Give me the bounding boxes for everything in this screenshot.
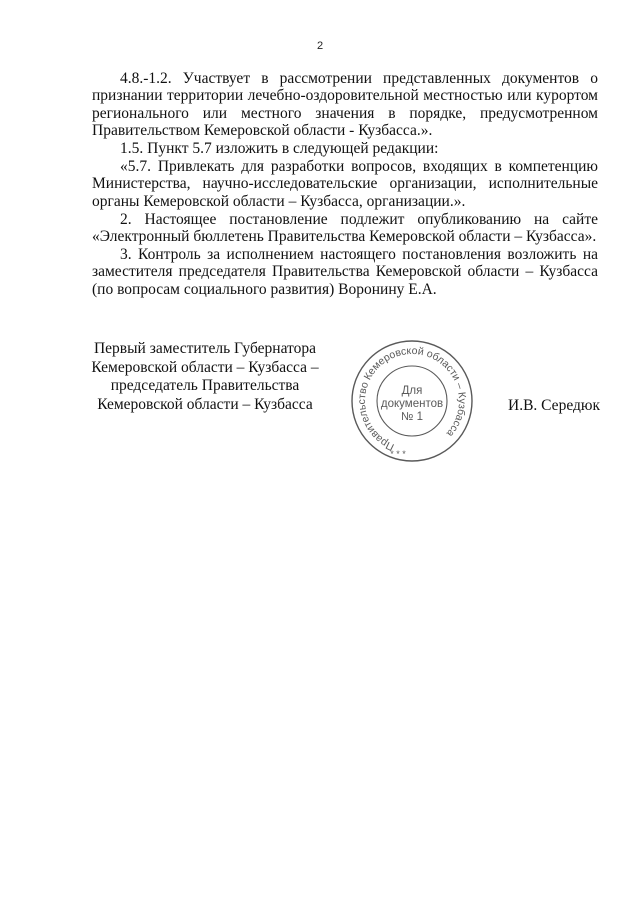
seal-stars: * * * [390, 449, 406, 459]
signatory-title-line: Первый заместитель Губернатора [93, 340, 317, 357]
signatory-title-line: председатель Правительства [110, 377, 300, 394]
document-body [92, 70, 598, 299]
seal-center-line2: документов [380, 398, 444, 410]
paragraph-4-8-1-2: 4.8.-1.2. Участвует в рассмотрении представленных документов о признании территории лечебно-оздоровительной местностью или курортом регионального или местного значения в порядке, предусмотренном Правительством Кемеровской области - Кузбасса.». [92, 70, 598, 140]
signatory-name: И.В. Середюк [508, 397, 600, 414]
page-number: 2 [316, 40, 324, 52]
signatory-title-line: Кемеровской области – Кузбасса – [91, 358, 319, 376]
paragraph-3-control: 3. Контроль за исполнением настоящего постановления возложить на заместителя председателя Правительства Кемеровской области – Кузбасса (по вопросам социального развития) Воронину Е.А. [92, 246, 598, 298]
signatory-title-line: Кемеровской области – Кузбасса [97, 395, 313, 413]
seal-graphic [340, 333, 484, 465]
seal-center-line1: Для [401, 385, 423, 397]
official-seal-stamp [340, 333, 484, 465]
paragraph-1-5: 1.5. Пункт 5.7 изложить в следующей редакции: [120, 140, 439, 158]
seal-ring-textpath: Правительство Кемеровской области – Кузбасса [355, 344, 469, 453]
seal-center-line3: № 1 [401, 411, 423, 423]
paragraph-5-7: «5.7. Привлекать для разработки вопросов, входящих в компетенцию Министерства, научно-исследовательские организации, исполнительные органы Кемеровской области – Кузбасса, организации.». [92, 158, 598, 210]
signatory-title [86, 340, 324, 414]
paragraph-2-publication: 2. Настоящее постановление подлежит опубликованию на сайте «Электронный бюллетень Правительства Кемеровской области – Кузбасса». [92, 210, 598, 246]
